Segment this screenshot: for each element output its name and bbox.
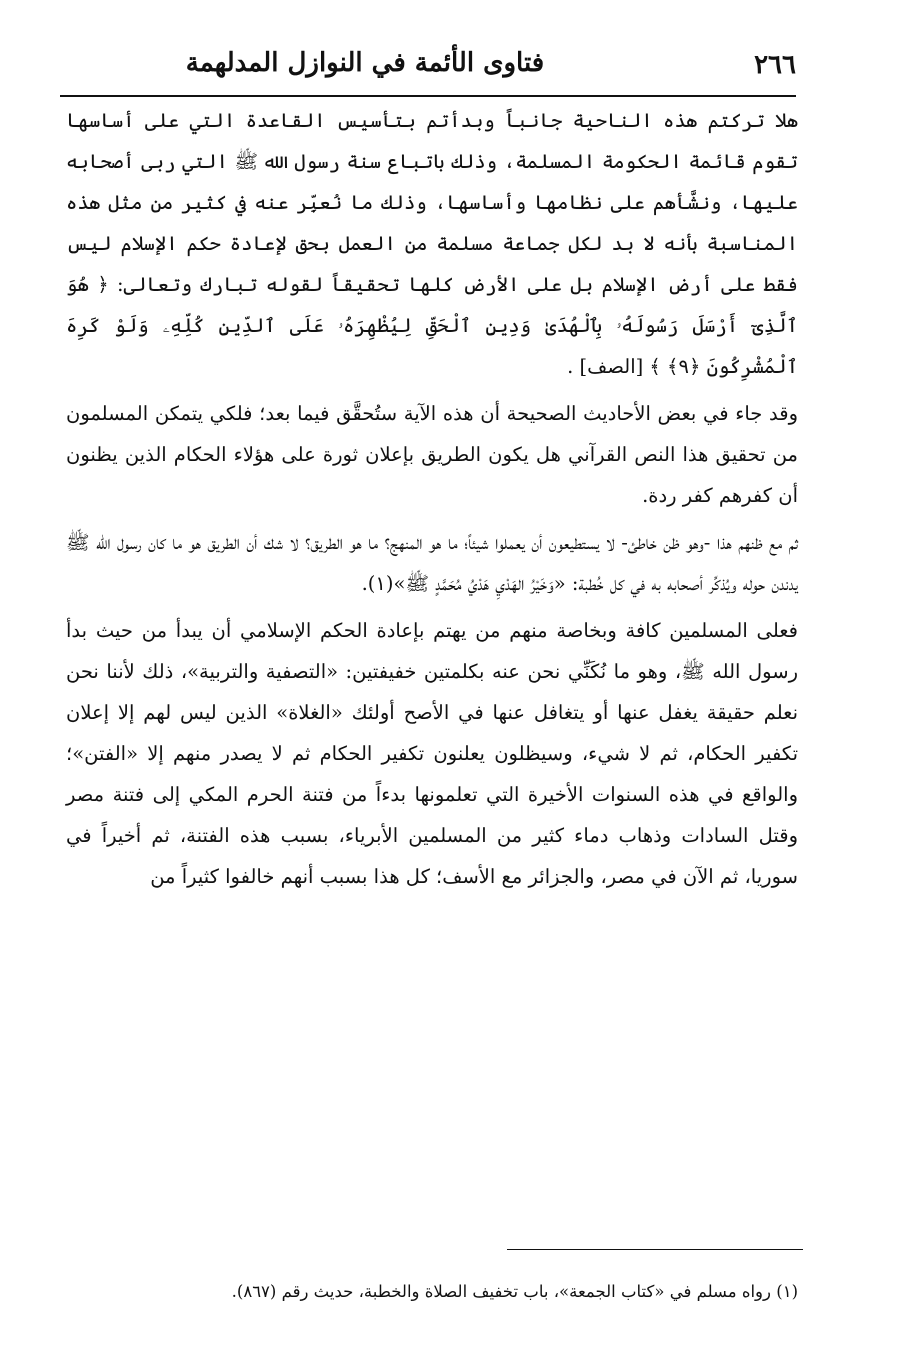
paragraph-2: وقد جاء في بعض الأحاديث الصحيحة أن هذه الآية ستُحقَّق فيما بعد؛ فلكي يتمكن المسلمون من تحقيق هذا النص القرآني هل يكون الطريق بإعلان ثورة على هؤلاء الحكام الذين يظنون أن كفرهم كفر ردة. bbox=[66, 402, 798, 507]
paragraph-3: ثم مع ظنهم هذا -وهو ظن خاطئ- لا يستطيعون أن يعملوا شيئاً؛ ما هو المنهج؟ ما هو الطريق؟ لا شك أن الطريق هو ما كان رسول الله ﷺ يدندن حوله ويُذكِّر أصحابه به في كل خُطبة: «وَخَيْرُ الهَدْيِ هَدْيُ مُحَمَّدٍ ﷺ»(١). bbox=[66, 531, 798, 595]
footnote: (١) رواه مسلم في «كتاب الجمعة»، باب تخفيف الصلاة والخطبة، حديث رقم (٨٦٧). bbox=[231, 1282, 798, 1301]
paragraph-4: فعلى المسلمين كافة وبخاصة منهم من يهتم بإعادة الحكم الإسلامي أن يبدأ من حيث بدأ رسول الله ﷺ، وهو ما نُكَنِّي نحن عنه بكلمتين خفيفتين: «التصفية والتربية»، ذلك لأننا نحن نعلم حقيقة يغفل عنها أو يتغافل عنها في الأصح أولئك «الغلاة» الذين ليس لهم إلا إعلان تكفير الحكام، ثم لا شيء، وسيظلون يعلنون تكفير الحكام ثم لا يصدر منهم إلا «الفتن»؛ والواقع في هذه السنوات الأخيرة التي تعلمونها بدءاً من فتنة الحرم المكي إلى فتنة مصر وقتل السادات وذهاب دماء كثير من المسلمين الأبرياء، بسبب هذه الفتنة، ثم أخيراً في سوريا، ثم الآن في مصر، والجزائر مع الأسف؛ كل هذا بسبب أنهم خالفوا كثيراً من bbox=[66, 619, 798, 888]
page-number: ٢٦٦ bbox=[754, 50, 796, 80]
footnote-rule bbox=[507, 1249, 803, 1250]
main-text bbox=[66, 100, 798, 897]
header-rule bbox=[60, 95, 796, 97]
paragraph-1: هلا تركتم هذه الناحية جانباً وبدأتم بتأسيس القاعدة التي على أساسها تقوم قائمة الحكومة المسلمة، وذلك باتباع سنة رسول الله ﷺ التي ربى أصحابه عليها، ونشَّأهم على نظامها وأساسها، وذلك ما نُعبِّر عنه في كثير من مثل هذه المناسبة بأنه لا بد لكل جماعة مسلمة من العمل بحق لإعادة حكم الإسلام ليس فقط على أرض الإسلام بل على الأرض كلها تحقيقاً لقوله تبارك وتعالى: ﴿ هُوَ ٱلَّذِىٓ أَرْسَلَ رَسُولَهُۥ بِٱلْهُدَىٰ وَدِينِ ٱلْحَقِّ لِيُظْهِرَهُۥ عَلَى ٱلدِّينِ كُلِّهِۦ وَلَوْ كَرِهَ ٱلْمُشْرِكُونَ ﴿٩﴾ ﴾ [الصف] . bbox=[66, 109, 798, 378]
page-header bbox=[60, 44, 796, 92]
running-title: فتاوى الأئمة في النوازل المدلهمة bbox=[185, 48, 545, 78]
